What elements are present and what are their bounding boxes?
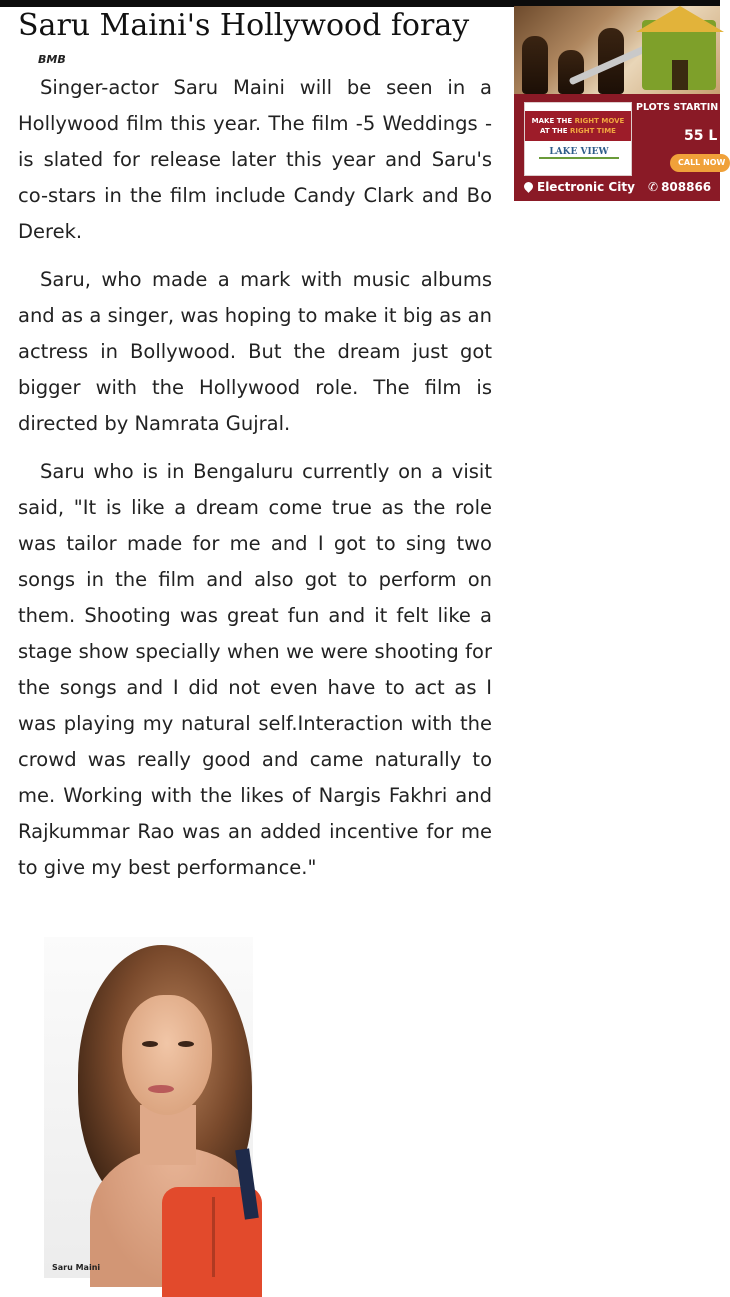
- article-paragraph: Saru who is in Bengaluru currently on a visit said, "It is like a dream come true as the role was tailor made for me and I got to sing two songs in the film and also got to perform on them. Shooting was great fun and it felt like a stage show specially when we were shooting for the songs and I did not even have to act as I was playing my natural self.Interaction with the crowd was really good and came naturally to me. Working with the likes of Nargis Fakhri and Rajkummar Rao was an added incentive for me to give my best performance.": [18, 460, 492, 879]
- ad-price: 55 L: [684, 128, 718, 144]
- article-body: [18, 70, 492, 898]
- photo-face: [122, 995, 212, 1115]
- location-pin-icon: [522, 180, 535, 193]
- ad-tagline-text: AT THE: [540, 127, 570, 135]
- ad-panel: [514, 94, 726, 201]
- chess-piece-icon: [558, 50, 584, 94]
- ad-tagline: [525, 111, 631, 141]
- article-paragraph: Singer-actor Saru Maini will be seen in a Hollywood film this year. The film -5 Weddings -is slated for release later this year and Saru's co-stars in the film include Candy Clark and Bo Derek.: [18, 76, 492, 243]
- ad-brand-box: [524, 102, 632, 176]
- ad-photo: [514, 6, 720, 94]
- ad-brand-logo: LAKE VIEW: [539, 147, 619, 159]
- phone-icon: ✆: [648, 180, 659, 194]
- ad-tagline-highlight: RIGHT TIME: [570, 127, 616, 135]
- ad-plots-label: PLOTS STARTIN: [636, 102, 719, 113]
- photo-eye: [178, 1041, 194, 1047]
- ad-tagline-highlight: RIGHT MOVE: [574, 117, 625, 125]
- article-paragraph: Saru, who made a mark with music albums and as a singer, was hoping to make it big as an actress in Bollywood. But the dream just got bigger with the Hollywood role. The film is directed by Namrata Gujral.: [18, 268, 492, 435]
- photo-caption: Saru Maini: [52, 1263, 101, 1272]
- article-photo: [44, 937, 253, 1278]
- ad-location: [524, 180, 635, 194]
- article-headline: Saru Maini's Hollywood foray: [18, 8, 470, 43]
- ad-call-now-button[interactable]: CALL NOW: [670, 154, 730, 172]
- chess-piece-icon: [522, 36, 548, 94]
- photo-lips: [148, 1085, 174, 1093]
- article-byline: BMB: [38, 53, 66, 66]
- house-door-icon: [672, 60, 688, 90]
- ad-location-text: Electronic City: [537, 180, 635, 194]
- real-estate-ad-banner[interactable]: [514, 6, 726, 201]
- house-roof-icon: [636, 6, 724, 32]
- ad-phone-number: 808866: [661, 180, 712, 194]
- ad-phone[interactable]: [648, 180, 711, 194]
- ad-tagline-text: MAKE THE: [531, 117, 575, 125]
- photo-dress-zip: [212, 1197, 215, 1277]
- photo-eye: [142, 1041, 158, 1047]
